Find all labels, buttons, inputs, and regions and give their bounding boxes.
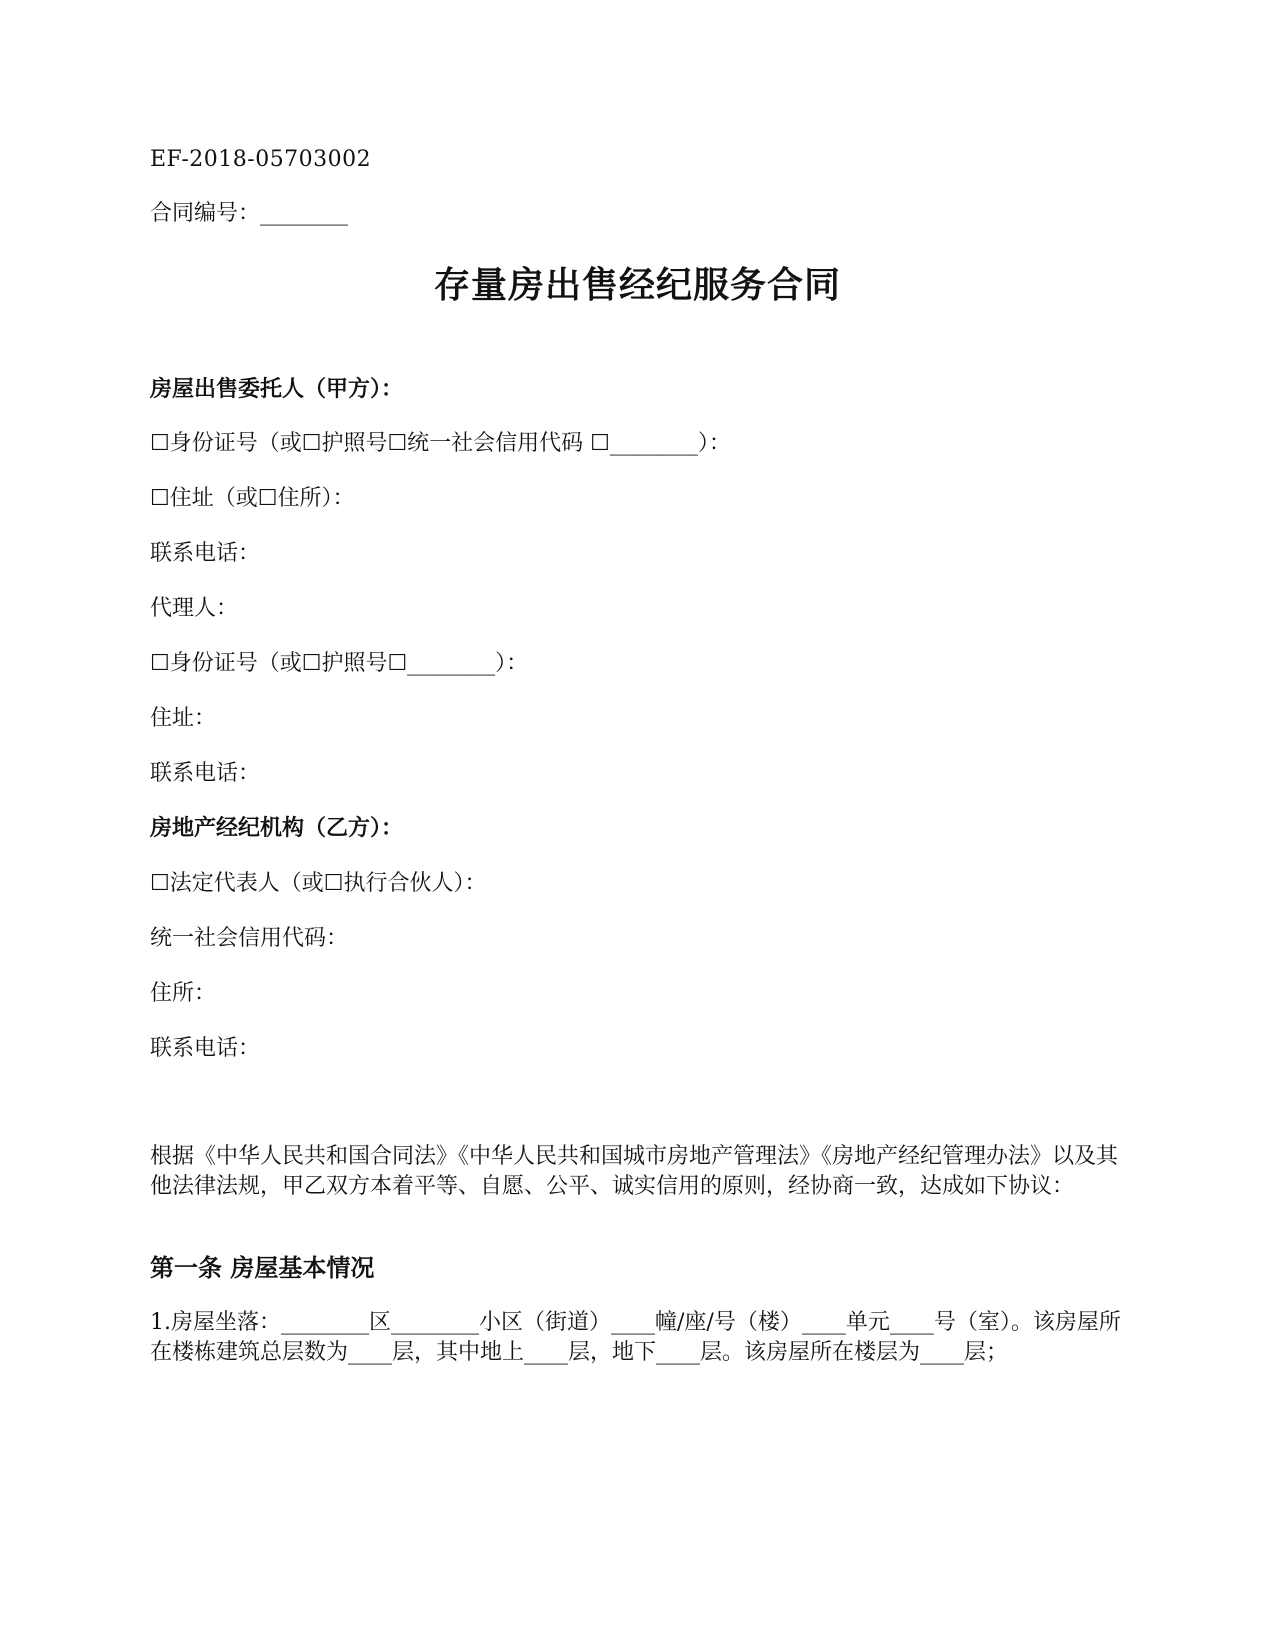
page-title: 存量房出售经纪服务合同 — [433, 265, 841, 306]
document-code: EF-2018-05703002 — [150, 147, 372, 172]
party-a-agent-address: 住址： — [150, 706, 217, 731]
article-1-heading: 第一条 房屋基本情况 — [150, 1254, 375, 1282]
party-b-domicile: 住所： — [150, 981, 217, 1006]
party-a-phone: 联系电话： — [150, 541, 261, 566]
party-b-phone: 联系电话： — [150, 1036, 261, 1061]
party-a-agent-id-line: ☐身份证号（或☐护照号☐________）： — [150, 651, 529, 676]
preamble-paragraph: 根据《中华人民共和国合同法》《中华人民共和国城市房地产管理法》《房地产经纪管理办法》以及其他法律法规，甲乙双方本着平等、自愿、公平、诚实信用的原则，经协商一致，达成如下协议： — [150, 1144, 1119, 1199]
party-a-id-line: ☐身份证号（或☐护照号☐统一社会信用代码 ☐________）： — [150, 431, 731, 456]
contract-number-line: 合同编号：________ — [150, 201, 349, 226]
party-b-heading: 房地产经纪机构（乙方）： — [150, 816, 404, 841]
party-a-agent: 代理人： — [150, 596, 239, 621]
party-a-agent-phone: 联系电话： — [150, 761, 261, 786]
party-b-representative-line: ☐法定代表人（或☐执行合伙人）： — [150, 871, 487, 896]
party-a-heading: 房屋出售委托人（甲方）： — [150, 377, 404, 402]
party-b-credit-code: 统一社会信用代码： — [150, 926, 349, 951]
party-a-address-line: ☐住址（或☐住所）： — [150, 486, 355, 511]
article-1-clause-1: 1.房屋坐落：________区________小区（街道）____幢/座/号（楼）____单元____号（室）。该房屋所在楼栋建筑总层数为____层，其中地上____层，地下____层。该房屋所在楼层为____层； — [150, 1310, 1121, 1365]
